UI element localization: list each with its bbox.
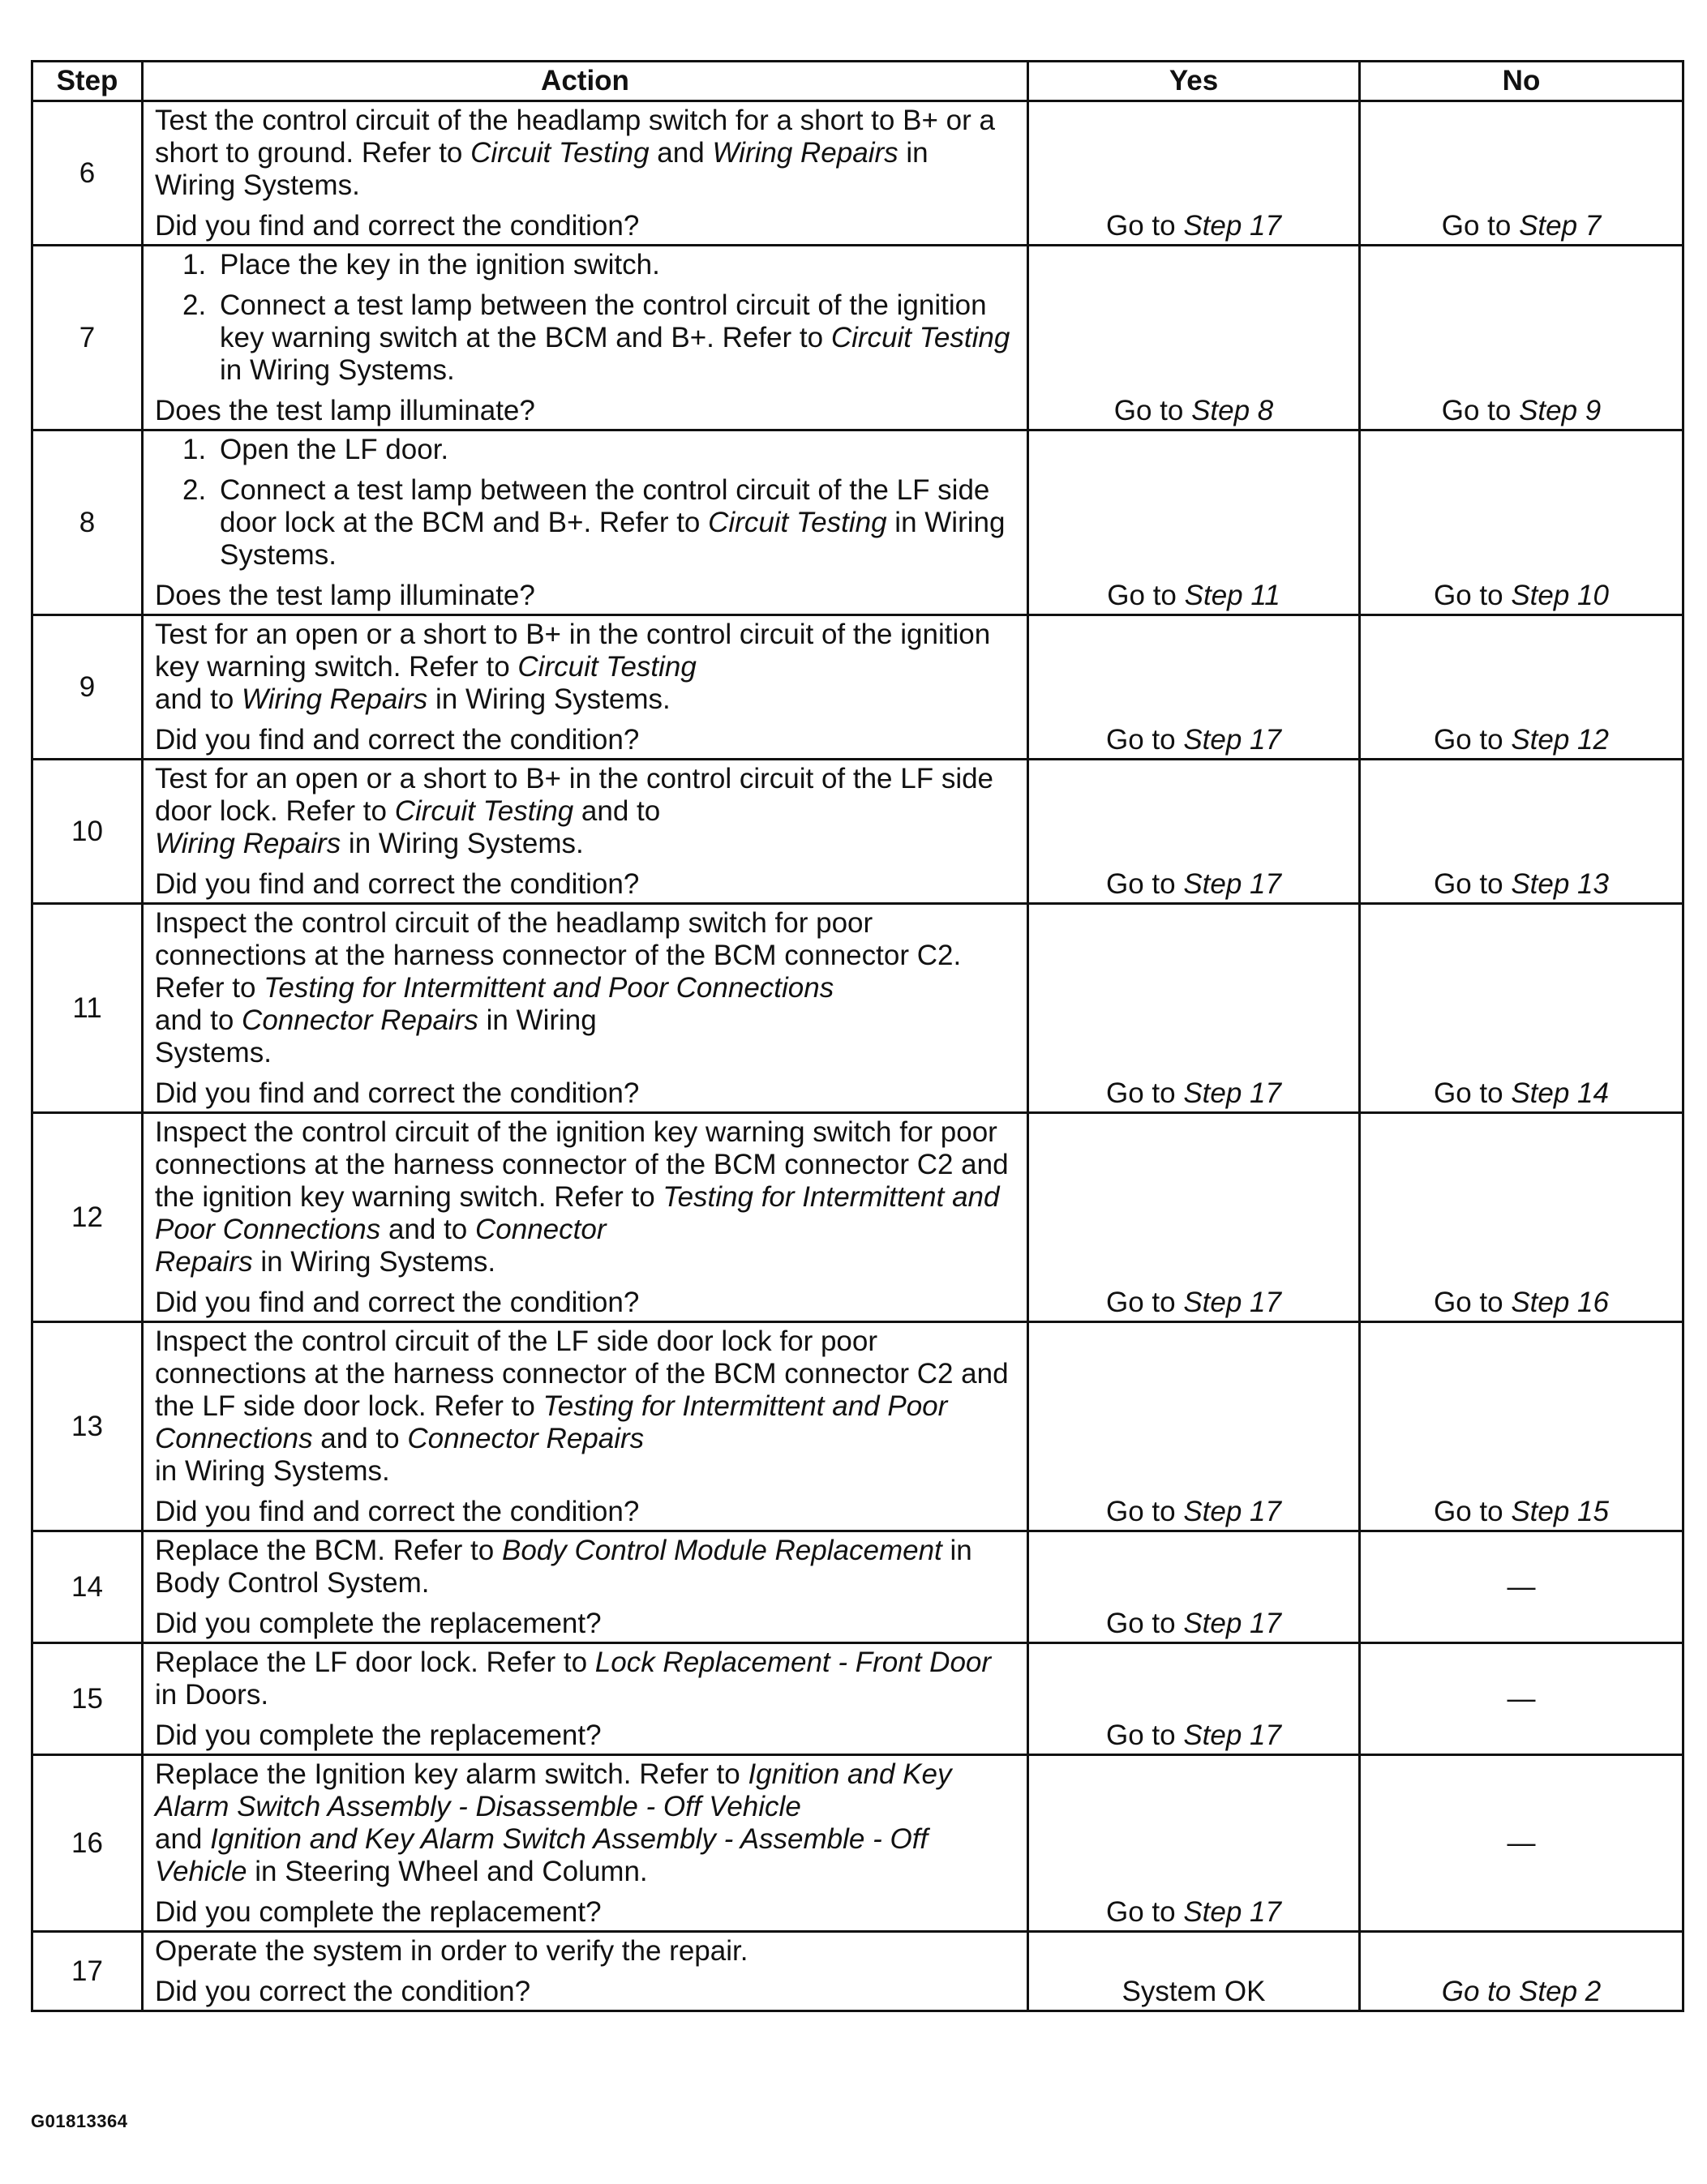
action-cell bbox=[143, 1755, 1028, 1932]
action-text: and bbox=[155, 1823, 211, 1855]
action-text: Open the LF door. bbox=[220, 434, 449, 465]
reference-text: Lock Replacement - Front Door bbox=[594, 1647, 992, 1678]
no-result bbox=[1360, 1322, 1683, 1531]
action-text: Go to bbox=[1434, 580, 1512, 611]
question-text: Did you find and correct the condition? bbox=[155, 210, 640, 242]
reference-text: Step 17 bbox=[1183, 1077, 1281, 1109]
reference-text: Circuit Testing bbox=[394, 795, 574, 827]
reference-text: Ignition and Key Alarm Switch Assembly - Disassemble - Off Vehicle bbox=[155, 1758, 952, 1822]
action-text: Replace the LF door lock. Refer to bbox=[155, 1647, 595, 1678]
table-row bbox=[32, 1113, 1683, 1322]
reference-text: Step 12 bbox=[1511, 724, 1609, 756]
reference-text: Circuit Testing bbox=[517, 651, 697, 683]
question-text: Does the test lamp illuminate? bbox=[155, 395, 535, 426]
action-text: in Wiring Systems. bbox=[252, 1246, 496, 1278]
reference-text: Step 17 bbox=[1183, 724, 1281, 756]
action-text: Go to bbox=[1434, 724, 1512, 756]
action-paragraph bbox=[155, 1647, 1015, 1711]
yes-result bbox=[1028, 904, 1360, 1113]
reference-text: Connector Repairs bbox=[407, 1423, 645, 1454]
question-text: Did you find and correct the condition? bbox=[155, 1287, 640, 1318]
reference-text: Repairs bbox=[155, 1246, 253, 1278]
action-cell bbox=[143, 760, 1028, 904]
header-action: Action bbox=[143, 62, 1028, 101]
action-text: Go to bbox=[1106, 868, 1184, 900]
action-text: in Wiring Systems. bbox=[220, 507, 1006, 571]
table-row bbox=[32, 101, 1683, 246]
table-row bbox=[32, 1531, 1683, 1643]
no-result bbox=[1360, 101, 1683, 246]
action-list bbox=[155, 249, 1015, 387]
no-result bbox=[1360, 1531, 1683, 1643]
step-number: 7 bbox=[32, 246, 143, 430]
action-text: Go to bbox=[1106, 210, 1184, 242]
no-result bbox=[1360, 246, 1683, 430]
action-text: Inspect the control circuit of the LF side door lock for poor connections at the harness connector of the BCM connector C2 and the LF side door lock. Refer to bbox=[155, 1325, 1009, 1422]
reference-text: Body Control Module Replacement bbox=[501, 1535, 942, 1566]
step-number: 11 bbox=[32, 904, 143, 1113]
action-paragraph bbox=[155, 763, 1015, 860]
yes-result bbox=[1028, 615, 1360, 760]
action-paragraph bbox=[155, 1535, 1015, 1599]
action-cell bbox=[143, 430, 1028, 615]
question-text: Did you find and correct the condition? bbox=[155, 1077, 640, 1109]
dash-mark: — bbox=[1507, 1826, 1536, 1859]
action-cell bbox=[143, 1322, 1028, 1531]
table-row bbox=[32, 1322, 1683, 1531]
header-no: No bbox=[1360, 62, 1683, 101]
step-number: 15 bbox=[32, 1643, 143, 1755]
reference-text: Step 9 bbox=[1519, 395, 1602, 426]
step-number: 16 bbox=[32, 1755, 143, 1932]
diagnostic-table bbox=[31, 60, 1684, 2012]
action-text: Go to bbox=[1106, 1287, 1184, 1318]
reference-text: Wiring Repairs bbox=[242, 683, 428, 715]
action-text: System OK bbox=[1122, 1976, 1266, 2007]
action-text: Connect a test lamp between the control circuit of the ignition key warning switch at the BCM and B+. Refer to bbox=[220, 289, 987, 353]
question-text: Did you find and correct the condition? bbox=[155, 724, 640, 756]
action-text: in Wiring bbox=[478, 1004, 597, 1036]
action-cell bbox=[143, 1531, 1028, 1643]
action-text: Go to bbox=[1107, 580, 1185, 611]
action-cell bbox=[143, 1113, 1028, 1322]
action-text: Go to bbox=[1106, 1608, 1184, 1639]
yes-result bbox=[1028, 1755, 1360, 1932]
reference-text: Testing for Intermittent and Poor Connections bbox=[155, 1390, 948, 1454]
action-text: Go to bbox=[1106, 1719, 1184, 1751]
question-text: Did you correct the condition? bbox=[155, 1976, 531, 2007]
yes-result bbox=[1028, 1322, 1360, 1531]
reference-text: Go to Step 2 bbox=[1441, 1976, 1602, 2007]
action-paragraph bbox=[155, 1935, 1015, 1968]
reference-text: Circuit Testing bbox=[830, 322, 1010, 353]
no-result bbox=[1360, 760, 1683, 904]
action-text: Go to bbox=[1434, 1496, 1512, 1527]
reference-text: Testing for Intermittent and Poor Connections bbox=[264, 972, 834, 1004]
action-list bbox=[155, 434, 1015, 572]
no-result bbox=[1360, 430, 1683, 615]
reference-text: Connector Repairs bbox=[242, 1004, 478, 1036]
no-result bbox=[1360, 904, 1683, 1113]
reference-text: Step 17 bbox=[1183, 1719, 1281, 1751]
figure-id: G01813364 bbox=[31, 2111, 128, 2131]
reference-text: Wiring Repairs bbox=[712, 137, 899, 169]
table-header bbox=[32, 62, 1683, 101]
reference-text: Circuit Testing bbox=[708, 507, 887, 538]
table-row bbox=[32, 904, 1683, 1113]
reference-text: Step 10 bbox=[1511, 580, 1609, 611]
action-paragraph bbox=[155, 907, 1015, 1069]
action-text: Inspect the control circuit of the ignition key warning switch for poor connections at the harness connector of the BCM connector C2 and the ignition key warning switch. Refer to bbox=[155, 1116, 1009, 1213]
question-text: Did you complete the replacement? bbox=[155, 1719, 602, 1751]
question-text: Does the test lamp illuminate? bbox=[155, 580, 535, 611]
action-text: Test for an open or a short to B+ in the control circuit of the ignition key warning switch. Refer to bbox=[155, 619, 991, 683]
action-text: Go to bbox=[1434, 1077, 1512, 1109]
reference-text: Circuit Testing bbox=[470, 137, 650, 169]
action-paragraph bbox=[155, 1116, 1015, 1278]
action-text: Go to bbox=[1106, 1077, 1184, 1109]
reference-text: Ignition and Key Alarm Switch Assembly - Assemble - Off Vehicle bbox=[155, 1823, 929, 1887]
question-text: Did you find and correct the condition? bbox=[155, 1496, 640, 1527]
action-text: in Wiring Systems. bbox=[220, 354, 455, 386]
reference-text: Step 14 bbox=[1511, 1077, 1609, 1109]
action-text: Connect a test lamp between the control circuit of the LF side door lock at the BCM and B+. Refer to bbox=[220, 474, 990, 538]
action-text: Place the key in the ignition switch. bbox=[220, 249, 660, 280]
header-step: Step bbox=[32, 62, 143, 101]
reference-text: Step 17 bbox=[1183, 1896, 1281, 1928]
action-cell bbox=[143, 101, 1028, 246]
action-text: in Wiring Systems. bbox=[155, 137, 929, 201]
step-number: 6 bbox=[32, 101, 143, 246]
diagnostic-table-container bbox=[31, 60, 1682, 2012]
table-row bbox=[32, 430, 1683, 615]
action-text: Go to bbox=[1106, 1896, 1184, 1928]
action-text: and to bbox=[312, 1423, 408, 1454]
action-text: Go to bbox=[1441, 395, 1520, 426]
yes-result bbox=[1028, 246, 1360, 430]
yes-result bbox=[1028, 430, 1360, 615]
no-result bbox=[1360, 1113, 1683, 1322]
table-body bbox=[32, 101, 1683, 2011]
yes-result bbox=[1028, 101, 1360, 246]
action-list-item bbox=[155, 289, 1015, 387]
no-result bbox=[1360, 1643, 1683, 1755]
action-text: Go to bbox=[1106, 724, 1184, 756]
reference-text: Step 15 bbox=[1511, 1496, 1609, 1527]
action-list-item bbox=[155, 474, 1015, 572]
action-text: Go to bbox=[1434, 868, 1512, 900]
table-row bbox=[32, 615, 1683, 760]
action-text: in Steering Wheel and Column. bbox=[247, 1856, 648, 1887]
step-number: 10 bbox=[32, 760, 143, 904]
step-number: 14 bbox=[32, 1531, 143, 1643]
no-result bbox=[1360, 615, 1683, 760]
action-text: Operate the system in order to verify the repair. bbox=[155, 1935, 748, 1967]
action-cell bbox=[143, 904, 1028, 1113]
step-number: 8 bbox=[32, 430, 143, 615]
action-text: and to bbox=[155, 1004, 242, 1036]
yes-result bbox=[1028, 1932, 1360, 2011]
dash-mark: — bbox=[1507, 1570, 1536, 1603]
reference-text: Step 17 bbox=[1183, 1287, 1281, 1318]
reference-text: Step 7 bbox=[1519, 210, 1602, 242]
action-text: and to bbox=[573, 795, 661, 827]
action-text: Replace the Ignition key alarm switch. Refer to bbox=[155, 1758, 748, 1790]
reference-text: Step 17 bbox=[1183, 1496, 1281, 1527]
action-text: in Wiring Systems. bbox=[341, 828, 584, 859]
action-text: Replace the BCM. Refer to bbox=[155, 1535, 502, 1566]
action-cell bbox=[143, 1643, 1028, 1755]
step-number: 9 bbox=[32, 615, 143, 760]
action-paragraph bbox=[155, 105, 1015, 202]
action-list-item bbox=[155, 249, 1015, 281]
reference-text: Step 17 bbox=[1183, 210, 1281, 242]
list-number: 2. bbox=[182, 474, 207, 506]
header-yes: Yes bbox=[1028, 62, 1360, 101]
action-text: Go to bbox=[1434, 1287, 1512, 1318]
action-paragraph bbox=[155, 619, 1015, 716]
action-text: and to bbox=[155, 683, 242, 715]
question-text: Did you find and correct the condition? bbox=[155, 868, 640, 900]
header-row bbox=[32, 62, 1683, 101]
table-row bbox=[32, 760, 1683, 904]
action-text: in Doors. bbox=[155, 1679, 269, 1711]
step-number: 13 bbox=[32, 1322, 143, 1531]
action-cell bbox=[143, 246, 1028, 430]
step-number: 17 bbox=[32, 1932, 143, 2011]
yes-result bbox=[1028, 760, 1360, 904]
question-text: Did you complete the replacement? bbox=[155, 1896, 602, 1928]
action-text: and bbox=[649, 137, 713, 169]
question-text: Did you complete the replacement? bbox=[155, 1608, 602, 1639]
yes-result bbox=[1028, 1643, 1360, 1755]
action-text: Go to bbox=[1106, 1496, 1184, 1527]
reference-text: Wiring Repairs bbox=[155, 828, 341, 859]
action-text: Inspect the control circuit of the headlamp switch for poor connections at the harness connector of the BCM connector C2. Refer to bbox=[155, 907, 962, 1004]
action-text: in Wiring Systems. bbox=[427, 683, 671, 715]
step-number: 12 bbox=[32, 1113, 143, 1322]
reference-text: Step 17 bbox=[1183, 1608, 1281, 1639]
action-text: in Body Control System. bbox=[155, 1535, 972, 1599]
action-list-item bbox=[155, 434, 1015, 466]
reference-text: Step 11 bbox=[1184, 580, 1280, 611]
table-row bbox=[32, 1643, 1683, 1755]
action-text: and to bbox=[380, 1214, 475, 1245]
action-text: in Wiring Systems. bbox=[155, 1455, 390, 1487]
reference-text: Testing for Intermittent and Poor Connections bbox=[155, 1181, 1000, 1245]
action-text: Test for an open or a short to B+ in the control circuit of the LF side door lock. Refer to bbox=[155, 763, 994, 827]
action-cell bbox=[143, 615, 1028, 760]
action-text: Go to bbox=[1113, 395, 1192, 426]
action-cell bbox=[143, 1932, 1028, 2011]
no-result bbox=[1360, 1932, 1683, 2011]
reference-text: Step 13 bbox=[1511, 868, 1609, 900]
action-paragraph bbox=[155, 1325, 1015, 1488]
action-paragraph bbox=[155, 1758, 1015, 1888]
action-text: Go to bbox=[1441, 210, 1520, 242]
table-row bbox=[32, 1932, 1683, 2011]
yes-result bbox=[1028, 1113, 1360, 1322]
list-number: 1. bbox=[182, 249, 207, 280]
reference-text: Step 8 bbox=[1191, 395, 1274, 426]
reference-text: Step 16 bbox=[1511, 1287, 1609, 1318]
action-text: Systems. bbox=[155, 1037, 272, 1068]
list-number: 2. bbox=[182, 289, 207, 321]
reference-text: Step 17 bbox=[1183, 868, 1281, 900]
reference-text: Connector bbox=[475, 1214, 607, 1245]
table-row bbox=[32, 246, 1683, 430]
dash-mark: — bbox=[1507, 1682, 1536, 1715]
table-row bbox=[32, 1755, 1683, 1932]
list-number: 1. bbox=[182, 434, 207, 465]
action-text: Test the control circuit of the headlamp switch for a short to B+ or a short to ground. Refer to bbox=[155, 105, 995, 169]
yes-result bbox=[1028, 1531, 1360, 1643]
no-result bbox=[1360, 1755, 1683, 1932]
